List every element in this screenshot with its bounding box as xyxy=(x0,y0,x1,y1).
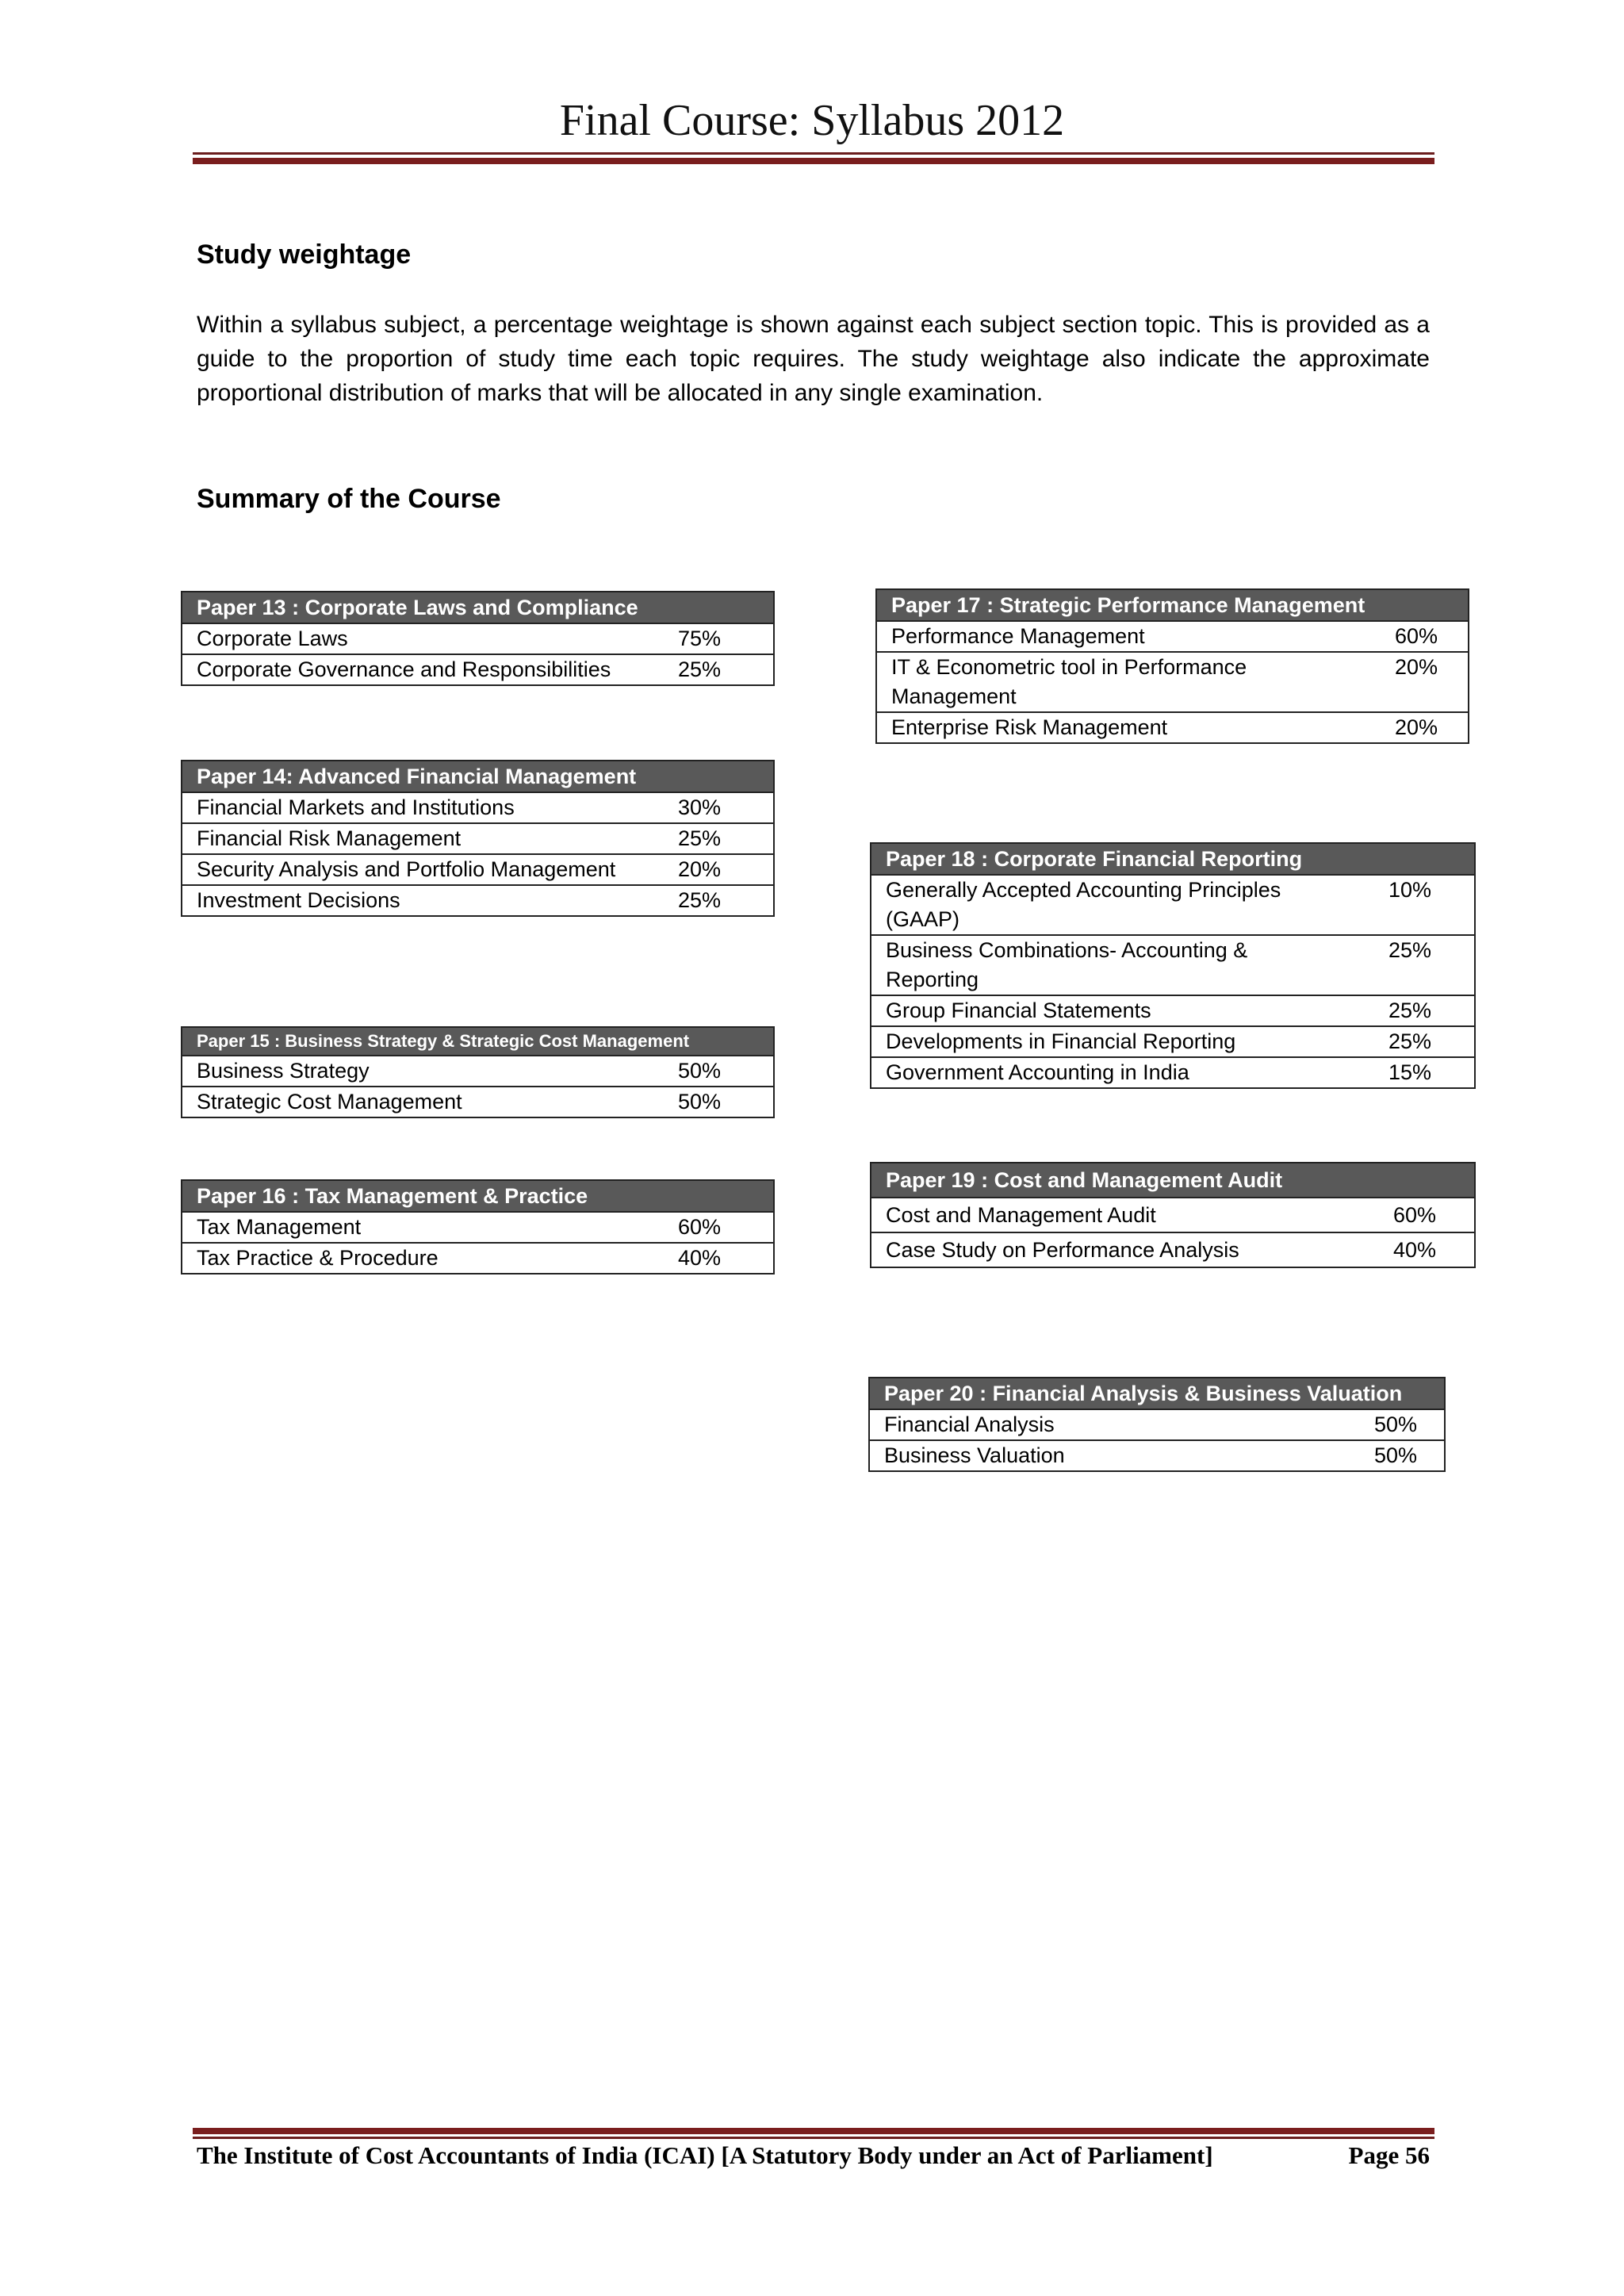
table-row xyxy=(182,1056,773,1087)
weight: 10% xyxy=(1388,878,1432,902)
topic: Financial Analysis xyxy=(884,1412,1055,1436)
weight: 40% xyxy=(1393,1238,1437,1262)
weight: 20% xyxy=(1395,715,1438,739)
table-row xyxy=(182,824,773,855)
weight: 60% xyxy=(678,1215,722,1239)
paper-15-table xyxy=(181,1026,775,1118)
paper-14-title: Paper 14: Advanced Financial Management xyxy=(182,761,773,793)
header-rule-thin xyxy=(193,152,1434,155)
table-row xyxy=(182,855,773,886)
paper-18-title: Paper 18 : Corporate Financial Reporting xyxy=(871,844,1474,876)
topic: Corporate Governance and Responsibilities xyxy=(197,657,611,681)
paper-19-table xyxy=(870,1162,1476,1268)
paper-16-table xyxy=(181,1179,775,1274)
paper-13-title: Paper 13 : Corporate Laws and Compliance xyxy=(182,592,773,624)
topic: Case Study on Performance Analysis xyxy=(886,1238,1239,1262)
topic: Enterprise Risk Management xyxy=(891,715,1168,739)
weight: 50% xyxy=(1374,1412,1418,1436)
table-row xyxy=(871,1058,1474,1087)
paper-13-table xyxy=(181,591,775,686)
table-row xyxy=(870,1410,1444,1441)
paper-14-table xyxy=(181,760,775,917)
topic: Cost and Management Audit xyxy=(886,1203,1156,1227)
table-row xyxy=(871,1027,1474,1058)
table-row xyxy=(877,713,1468,742)
table-row xyxy=(877,622,1468,653)
topic: Tax Practice & Procedure xyxy=(197,1246,439,1270)
weight: 30% xyxy=(678,795,722,819)
footer-rule-thin xyxy=(193,2137,1434,2139)
paper-20-title: Paper 20 : Financial Analysis & Business Valuation xyxy=(870,1378,1444,1410)
weight: 50% xyxy=(678,1059,722,1083)
table-row xyxy=(871,996,1474,1027)
table-row xyxy=(182,1244,773,1273)
topic: Financial Risk Management xyxy=(197,826,462,850)
topic: Investment Decisions xyxy=(197,888,400,912)
table-row xyxy=(871,876,1474,936)
topic: Business Strategy xyxy=(197,1059,370,1083)
topic: Financial Markets and Institutions xyxy=(197,795,515,819)
paper-17-table xyxy=(875,588,1469,744)
table-row xyxy=(877,653,1468,713)
footer-institute: The Institute of Cost Accountants of India (ICAI) [A Statutory Body under an Act of Parliament] xyxy=(197,2141,1213,2169)
footer-rule-thick xyxy=(193,2128,1434,2134)
table-row xyxy=(182,1087,773,1117)
header-rule-thick xyxy=(193,158,1434,164)
weight: 40% xyxy=(678,1246,722,1270)
topic: Developments in Financial Reporting xyxy=(886,1029,1236,1053)
weight: 25% xyxy=(1388,1029,1432,1053)
table-row xyxy=(182,886,773,915)
summary-heading: Summary of the Course xyxy=(197,484,501,514)
weight: 60% xyxy=(1393,1203,1437,1227)
topic: IT & Econometric tool in Performance Management xyxy=(891,655,1247,708)
weight: 60% xyxy=(1395,624,1438,648)
weight: 25% xyxy=(678,826,722,850)
topic: Group Financial Statements xyxy=(886,999,1151,1022)
topic: Performance Management xyxy=(891,624,1145,648)
topic: Business Combinations- Accounting & Reporting xyxy=(886,938,1248,991)
topic: Business Valuation xyxy=(884,1443,1065,1467)
topic: Corporate Laws xyxy=(197,627,348,650)
table-row xyxy=(871,1233,1474,1267)
page-number: Page 56 xyxy=(1348,2141,1430,2169)
weight: 50% xyxy=(1374,1443,1418,1467)
weight: 25% xyxy=(678,657,722,681)
table-row xyxy=(182,1213,773,1244)
weight: 15% xyxy=(1388,1060,1432,1084)
table-row xyxy=(182,793,773,824)
study-weightage-heading: Study weightage xyxy=(197,240,412,270)
weight: 50% xyxy=(678,1090,722,1114)
topic: Security Analysis and Portfolio Management xyxy=(197,857,616,881)
weight: 25% xyxy=(1388,938,1432,962)
study-weightage-paragraph: Within a syllabus subject, a percentage weightage is shown against each subject section topic. This is provided as a guide to the proportion of study time each topic requires. The study weightage also indicate the approximate proportional distribution of marks that will be allocated in any single examination. xyxy=(197,312,1430,406)
table-row xyxy=(870,1441,1444,1470)
table-row xyxy=(182,655,773,684)
paper-20-table xyxy=(868,1377,1446,1472)
paper-17-title: Paper 17 : Strategic Performance Management xyxy=(877,590,1468,622)
weight: 75% xyxy=(678,627,722,650)
paper-19-title: Paper 19 : Cost and Management Audit xyxy=(871,1163,1474,1198)
paper-16-title: Paper 16 : Tax Management & Practice xyxy=(182,1181,773,1213)
weight: 20% xyxy=(678,857,722,881)
topic: Generally Accepted Accounting Principles (GAAP) xyxy=(886,878,1281,931)
topic: Government Accounting in India xyxy=(886,1060,1189,1084)
footer-text xyxy=(197,2141,1430,2170)
page-title: Final Course: Syllabus 2012 xyxy=(559,96,1065,145)
topic: Strategic Cost Management xyxy=(197,1090,462,1114)
table-row xyxy=(871,936,1474,996)
topic: Tax Management xyxy=(197,1215,362,1239)
table-row xyxy=(182,624,773,655)
table-row xyxy=(871,1198,1474,1233)
paper-18-table xyxy=(870,842,1476,1089)
weight: 20% xyxy=(1395,655,1438,679)
paper-15-title: Paper 15 : Business Strategy & Strategic Cost Management xyxy=(182,1028,773,1056)
weight: 25% xyxy=(1388,999,1432,1022)
weight: 25% xyxy=(678,888,722,912)
